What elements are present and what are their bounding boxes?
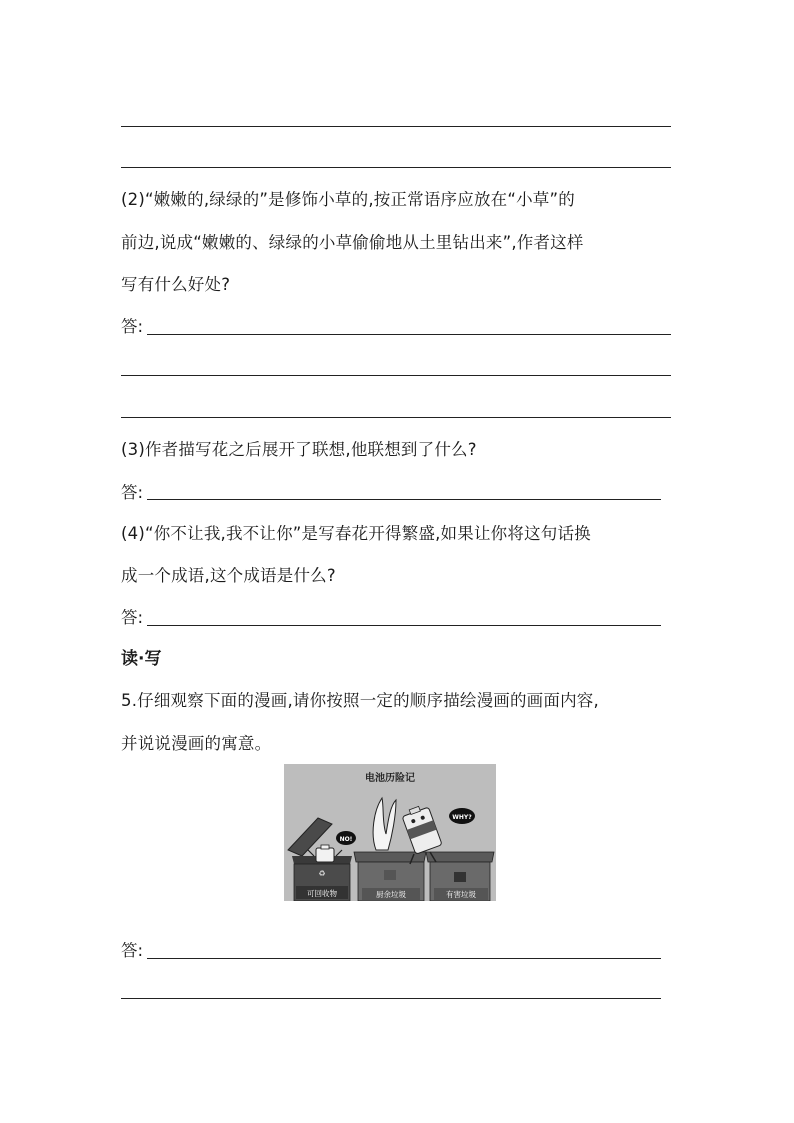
q2-line-3: 写有什么好处? bbox=[121, 275, 231, 294]
bin-hazardous-label: 有害垃圾 bbox=[446, 890, 476, 899]
cartoon-title: 电池历险记 bbox=[365, 773, 415, 784]
q3-answer-line[interactable] bbox=[147, 499, 661, 500]
q4-line-2: 成一个成语,这个成语是什么? bbox=[121, 566, 336, 585]
q4-answer-line[interactable] bbox=[147, 625, 661, 626]
q3-answer-label: 答: bbox=[121, 483, 144, 502]
q3-line-1: (3)作者描写花之后展开了联想,他联想到了什么? bbox=[121, 440, 477, 459]
q4-answer-label: 答: bbox=[121, 608, 144, 627]
q2-answer-line-2[interactable] bbox=[121, 375, 671, 376]
q2-answer-label: 答: bbox=[121, 317, 144, 336]
q2-line-1: (2)“嫩嫩的,绿绿的”是修饰小草的,按正常语序应放在“小草”的 bbox=[121, 190, 575, 209]
svg-text:♻: ♻ bbox=[318, 869, 326, 878]
q5-answer-line[interactable] bbox=[147, 958, 661, 959]
q5-line-2: 并说说漫画的寓意。 bbox=[121, 734, 272, 753]
q5-answer-label: 答: bbox=[121, 941, 144, 960]
q5-answer-line-2[interactable] bbox=[121, 998, 661, 999]
answer-line[interactable] bbox=[121, 167, 671, 168]
battery-cartoon bbox=[284, 764, 496, 901]
answer-line[interactable] bbox=[121, 126, 671, 127]
q2-answer-line-3[interactable] bbox=[121, 417, 671, 418]
bin-recyclable-label: 可回收物 bbox=[307, 889, 337, 898]
bubble-why: WHY? bbox=[452, 814, 472, 821]
q4-line-1: (4)“你不让我,我不让你”是写春花开得繁盛,如果让你将这句话换 bbox=[121, 524, 591, 543]
section-title: 读·写 bbox=[121, 649, 162, 669]
bin-kitchen-label: 厨余垃圾 bbox=[376, 890, 406, 899]
q2-answer-line[interactable] bbox=[147, 334, 671, 335]
q5-line-1: 5.仔细观察下面的漫画,请你按照一定的顺序描绘漫画的画面内容, bbox=[121, 691, 599, 710]
q2-line-2: 前边,说成“嫩嫩的、绿绿的小草偷偷地从土里钻出来”,作者这样 bbox=[121, 233, 584, 252]
bubble-no: NO! bbox=[339, 836, 353, 843]
